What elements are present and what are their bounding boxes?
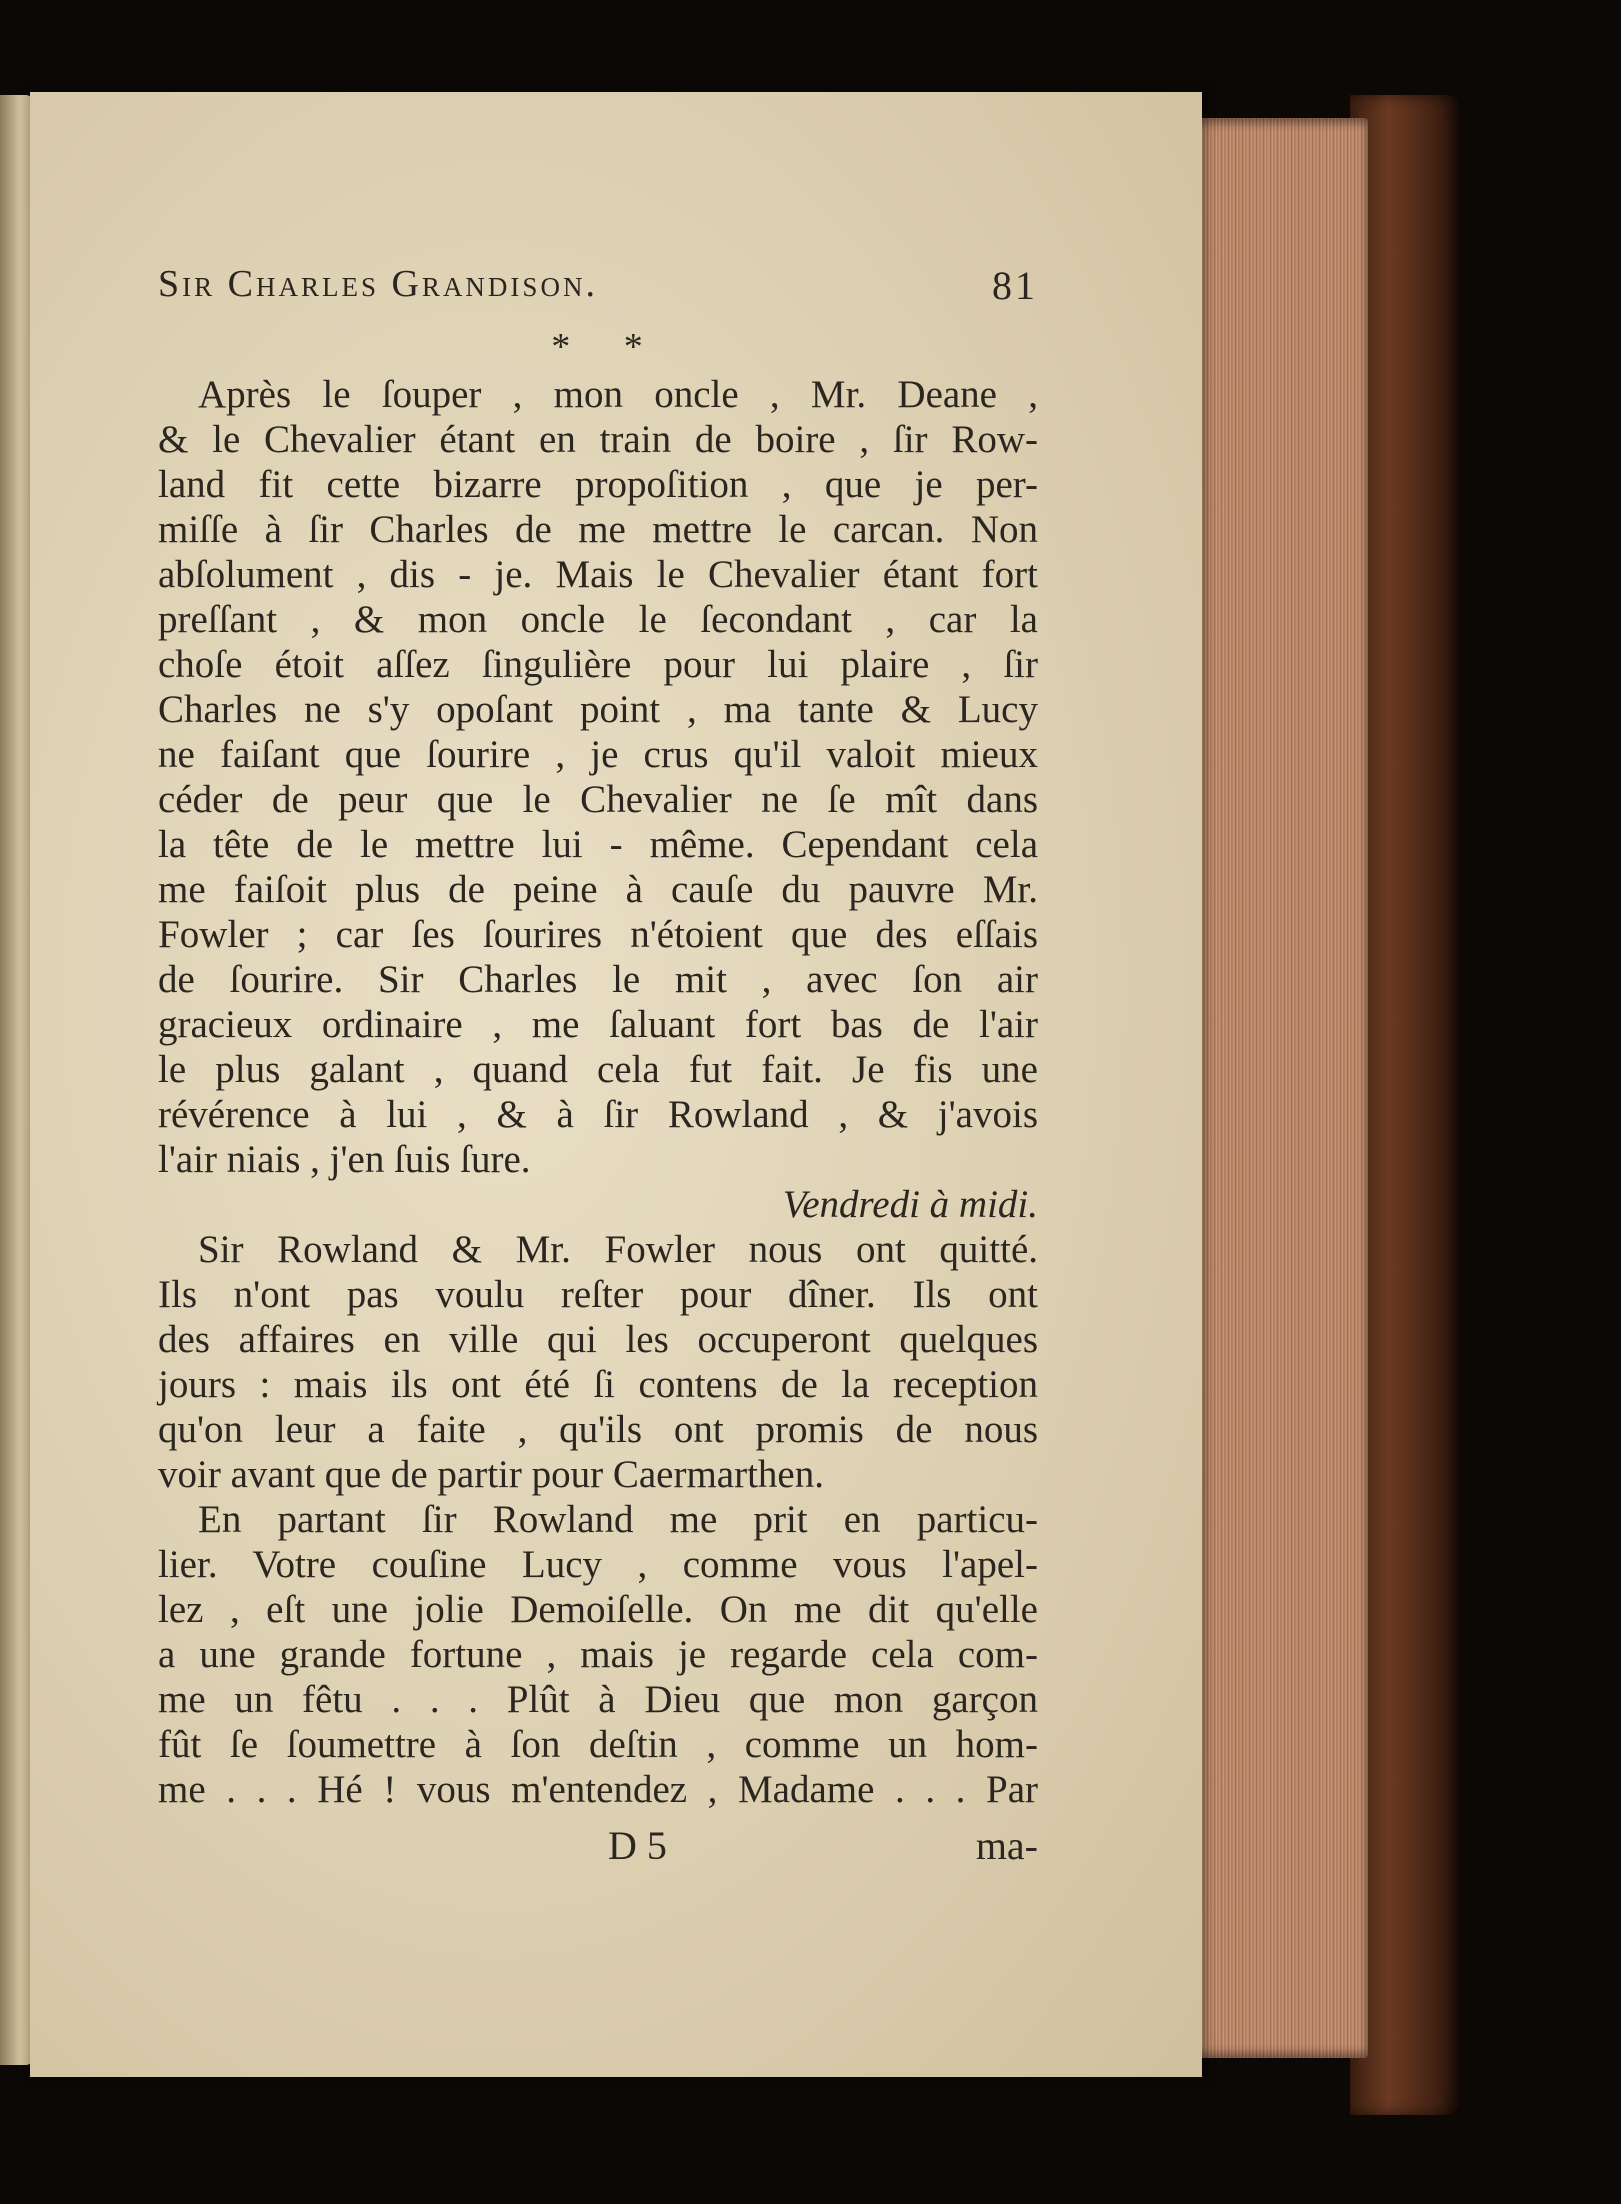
running-head [158, 262, 1038, 322]
text-line: l'air niais , j'en ſuis ſure. [158, 1138, 531, 1181]
text-line: Après le ſouper , mon oncle , Mr. Deane , [198, 373, 1038, 416]
text-line: Charles ne s'y opoſant point , ma tante & Lucy [158, 688, 1038, 731]
text-line: Fowler ; car ſes ſourires n'étoient que des eſſais [158, 913, 1038, 956]
text-line: & le Chevalier étant en train de boire , ſir Row- [158, 418, 1038, 461]
text-line: Sir Rowland & Mr. Fowler nous ont quitté. [198, 1228, 1038, 1271]
paragraph [158, 372, 1038, 1182]
text-line: me . . . Hé ! vous m'entendez , Madame . . . Par [158, 1768, 1038, 1811]
text-line: a une grande fortune , mais je regarde cela com- [158, 1633, 1038, 1676]
text-line: land fit cette bizarre propoſition , que je per- [158, 463, 1038, 506]
text-line: lez , eſt une jolie Demoiſelle. On me dit qu'elle [158, 1588, 1038, 1631]
text-line: ne faiſant que ſourire , je crus qu'il valoit mieux [158, 733, 1038, 776]
text-line: fût ſe ſoumettre à ſon deſtin , comme un hom- [158, 1723, 1038, 1766]
text-line: jours : mais ils ont été ſi contens de la reception [158, 1363, 1038, 1406]
dateline: Vendredi à midi. [782, 1183, 1038, 1226]
catchword: ma- [975, 1823, 1038, 1868]
page-text-block [158, 262, 1038, 1872]
text-line: gracieux ordinaire , me ſaluant fort bas de l'air [158, 1003, 1038, 1046]
text-line: révérence à lui , & à ſir Rowland , & j'avois [158, 1093, 1038, 1136]
text-line: En partant ſir Rowland me prit en particu- [198, 1498, 1038, 1541]
text-line: céder de peur que le Chevalier ne ſe mît dans [158, 778, 1038, 821]
text-line: des affaires en ville qui les occuperont quelques [158, 1318, 1038, 1361]
text-line: abſolument , dis - je. Mais le Chevalier étant fort [158, 553, 1038, 596]
section-ornament: * * [551, 326, 665, 368]
text-line: le plus galant , quand cela fut fait. Je fis une [158, 1048, 1038, 1091]
text-line: Ils n'ont pas voulu reſter pour dîner. Ils ont [158, 1273, 1038, 1316]
text-line: qu'on leur a faite , qu'ils ont promis de nous [158, 1408, 1038, 1451]
text-line: lier. Votre couſine Lucy , comme vous l'apel- [158, 1543, 1038, 1586]
paragraph [158, 1497, 1038, 1812]
text-line: de ſourire. Sir Charles le mit , avec ſon air [158, 958, 1038, 1001]
page-footer [158, 1822, 1038, 1872]
text-line: miſſe à ſir Charles de me mettre le carcan. Non [158, 508, 1038, 551]
page-edges [1190, 118, 1368, 2058]
text-line: voir avant que de partir pour Caermarthen. [158, 1453, 824, 1496]
facing-page-edge [0, 95, 32, 2065]
text-line: me faiſoit plus de peine à cauſe du pauvre Mr. [158, 868, 1038, 911]
text-line: choſe étoit aſſez ſingulière pour lui plaire , ſir [158, 643, 1038, 686]
page-number: 81 [992, 263, 1038, 308]
text-line: la tête de le mettre lui - même. Cependant cela [158, 823, 1038, 866]
text-line: me un fêtu . . . Plût à Dieu que mon garçon [158, 1678, 1038, 1721]
text-line: preſſant , & mon oncle le ſecondant , car la [158, 598, 1038, 641]
paragraph [158, 1227, 1038, 1497]
book-page [30, 92, 1202, 2077]
signature-mark: D 5 [608, 1823, 667, 1868]
running-title: Sir Charles Grandison. [158, 263, 598, 305]
